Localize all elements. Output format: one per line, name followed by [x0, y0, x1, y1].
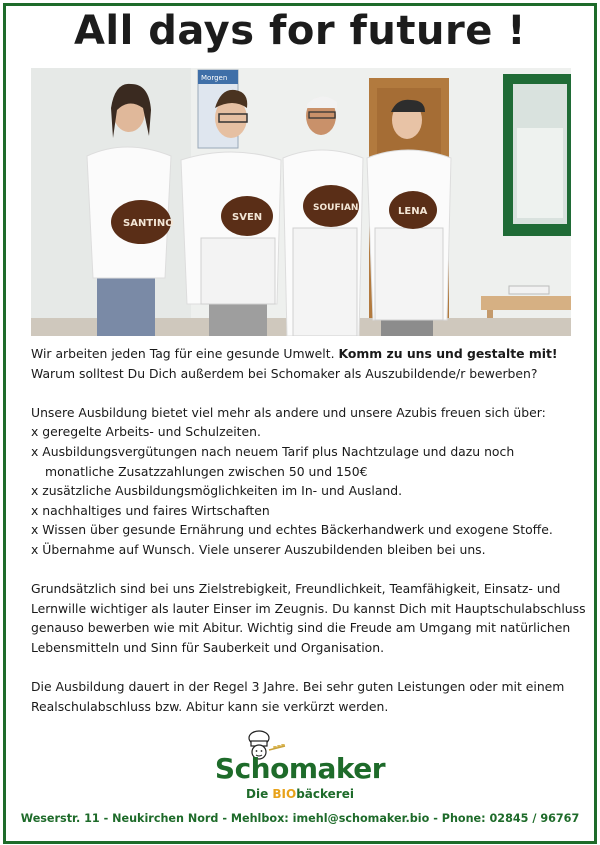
- requirements-line: genauso bewerben wie mit Abitur. Wichtig sind die Freude am Umgang mit natürlichen: [31, 620, 571, 636]
- page-title: All days for future !: [73, 8, 527, 54]
- benefit-item: x nachhaltiges und faires Wirtschaften: [31, 502, 270, 518]
- intro-line-2: Warum solltest Du Dich außerdem bei Schomaker als Auszubildende/r bewerben?: [31, 365, 538, 381]
- team-photo: [31, 68, 571, 336]
- benefits-heading: Unsere Ausbildung bietet viel mehr als andere und unsere Azubis freuen sich über:: [31, 404, 546, 420]
- job-ad-text: [31, 344, 591, 716]
- duration-line: Realschulabschluss bzw. Abitur kann sie verkürzt werden.: [31, 698, 389, 714]
- bread-label-4: LENA: [398, 206, 428, 217]
- benefit-item: x Wissen über gesunde Ernährung und echtes Bäckerhandwerk und exogene Stoffe.: [31, 522, 553, 538]
- requirements-line: Grundsätzlich sind bei uns Zielstrebigkeit, Freundlichkeit, Teamfähigkeit, Einsatz- und: [31, 581, 561, 597]
- requirements-line: Lernwille wichtiger als lauter Einser im Zeugnis. Du kannst Dich mit Hauptschulabschluss: [31, 600, 586, 616]
- duration-line: Die Ausbildung dauert in der Regel 3 Jahre. Bei sehr guten Leistungen oder mit einem: [31, 679, 565, 695]
- intro-line-1: Wir arbeiten jeden Tag für eine gesunde Umwelt. Komm zu uns und gestalte mit!: [31, 346, 558, 361]
- benefit-item-continuation: monatliche Zusatzzahlungen zwischen 50 und 150€: [45, 463, 368, 479]
- benefit-item: x zusätzliche Ausbildungsmöglichkeiten im In- und Ausland.: [31, 483, 403, 499]
- bread-label-3: SOUFIAN: [313, 203, 359, 213]
- team-photo-illustration: [31, 68, 571, 336]
- benefit-item: x Ausbildungsvergütungen nach neuem Tarif plus Nachtzulage und dazu noch: [31, 443, 515, 459]
- bread-label-1: SANTINO: [123, 218, 174, 229]
- brand-tagline: Die BIObäckerei: [246, 787, 354, 801]
- brand-name: Schomaker: [214, 752, 386, 785]
- requirements-line: Lebensmitteln und Sinn für Sauberkeit und Organisation.: [31, 639, 385, 655]
- contact-footer: Weserstr. 11 - Neukirchen Nord - Mehlbox: imehl@schomaker.bio - Phone: 02845 / 96767: [20, 812, 580, 825]
- benefit-item: x Übernahme auf Wunsch. Viele unserer Auszubildenden bleiben bei uns.: [31, 541, 486, 557]
- calendar-label: Morgen: [201, 74, 228, 82]
- bread-label-2: SVEN: [232, 212, 263, 223]
- call-to-action: Komm zu uns und gestalte mit!: [338, 346, 558, 361]
- schomaker-logo: [205, 730, 395, 805]
- benefit-item: x geregelte Arbeits- und Schulzeiten.: [31, 424, 261, 440]
